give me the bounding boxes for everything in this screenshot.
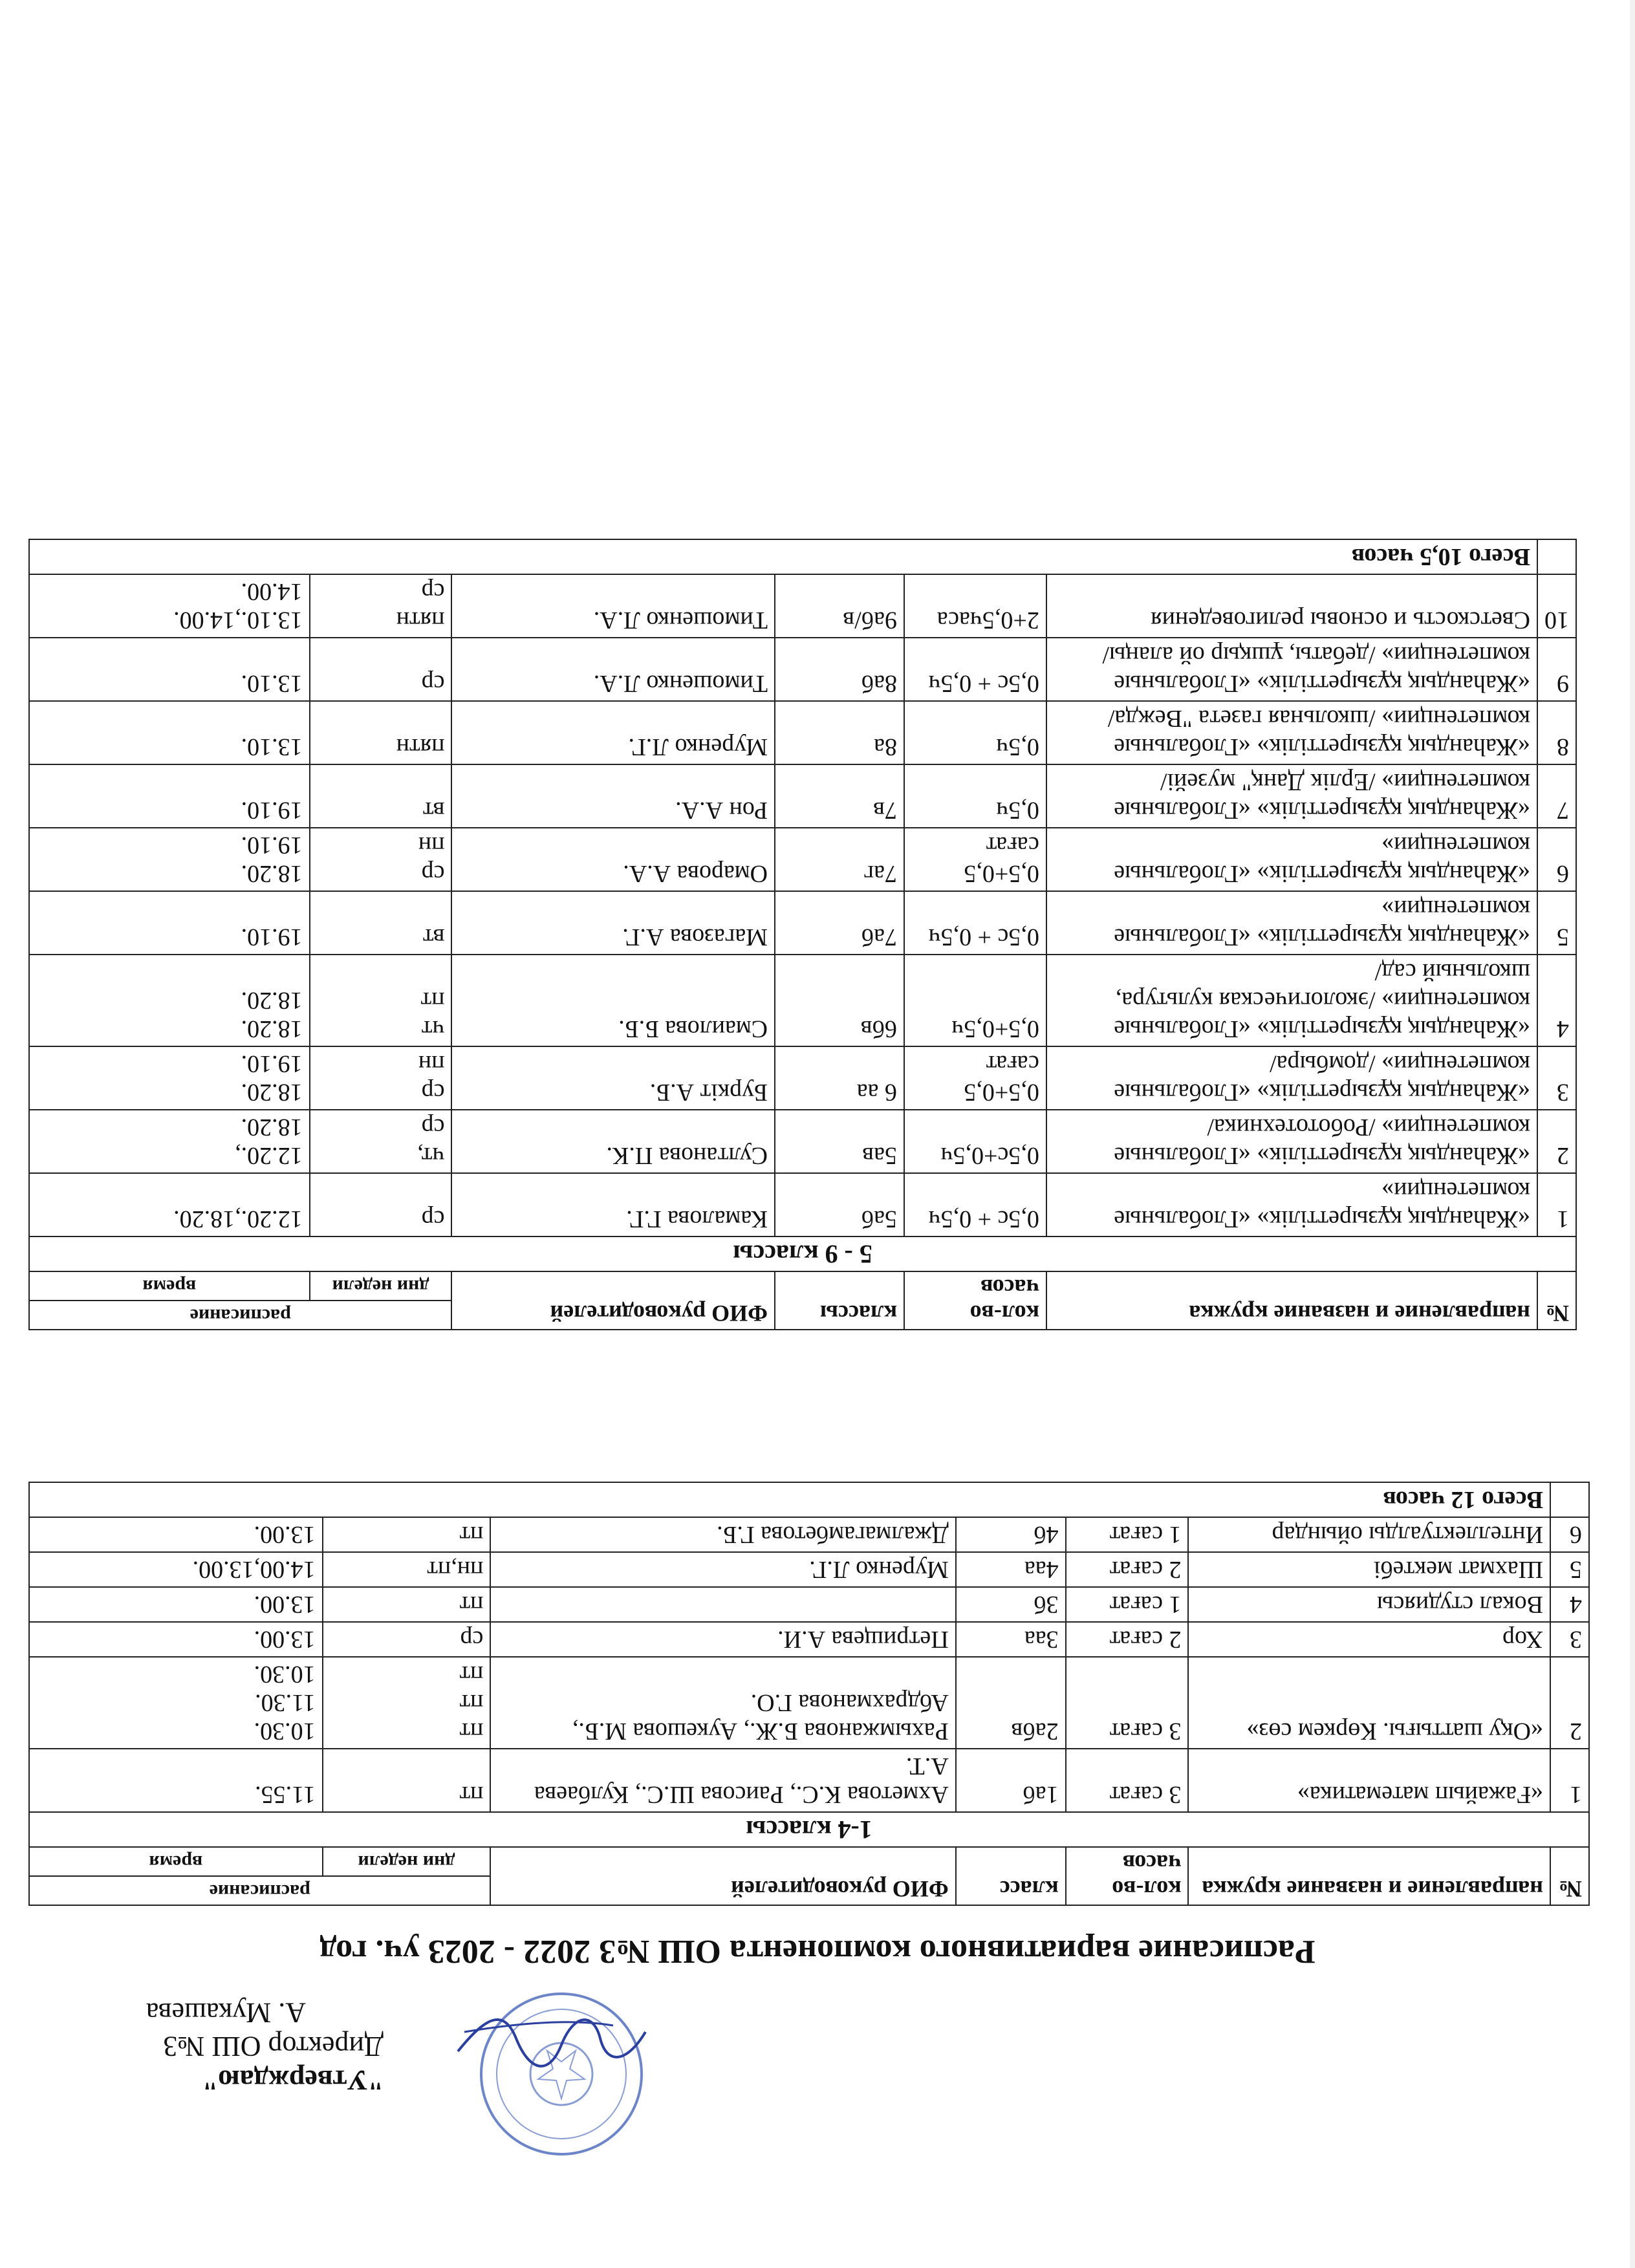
- approval-heading: "Утверждаю": [202, 2064, 384, 2096]
- header-time: время: [29, 1847, 323, 1876]
- row-number: 2: [1537, 1110, 1576, 1173]
- header-schedule: расписание: [29, 1301, 451, 1330]
- club-time: 19.10.: [29, 891, 310, 955]
- club-time: 18.20. 18.20.: [29, 955, 310, 1046]
- header-teacher: ФИО руководителей: [490, 1847, 955, 1905]
- club-time: 13.00.: [29, 1587, 323, 1622]
- club-class: 9аб/в: [775, 574, 904, 638]
- club-hours: 0,5с + 0,5ч: [904, 638, 1046, 701]
- club-time: 13.10.: [29, 638, 310, 701]
- table-row: [29, 1552, 1589, 1587]
- approval-name: А. Мукашева: [146, 1997, 306, 2029]
- row-number: 1: [1550, 1749, 1589, 1812]
- club-name: «Ғажайып математика»: [1188, 1749, 1550, 1812]
- table-row: [29, 1622, 1589, 1657]
- club-hours: 2 сағат: [1066, 1552, 1189, 1587]
- total-hours: Всего 12 часов: [29, 1482, 1550, 1517]
- club-time: 13.00.: [29, 1622, 323, 1657]
- club-name: «Жаһандық құзыреттілік» «Глобальные компетенции»: [1046, 1173, 1537, 1237]
- table-row: [29, 1587, 1589, 1622]
- club-teacher: Ахметова К.С., Раисова Ш.С., Кулбаева А.Т.: [490, 1749, 955, 1812]
- club-class: 4аа: [956, 1552, 1066, 1587]
- club-days: вт: [310, 764, 452, 828]
- club-days: ср пн: [310, 828, 452, 891]
- table-header-row: [29, 1876, 1589, 1905]
- club-name: «Жаһандық құзыреттілік» «Глобальные компетенции» /домбыра/: [1046, 1046, 1537, 1110]
- table-row: [29, 1110, 1576, 1173]
- club-days: ср: [310, 638, 452, 701]
- club-name: Светскость и основы религоведения: [1046, 574, 1537, 638]
- club-teacher: Смаилова Б.Б.: [451, 955, 775, 1046]
- approval-position: Директор ОШ №3: [163, 2031, 384, 2062]
- club-time: 14.00,13.00.: [29, 1552, 323, 1587]
- row-number: 8: [1537, 701, 1576, 764]
- row-number: 6: [1537, 828, 1576, 891]
- table-row: [29, 1517, 1589, 1552]
- club-days: пятн: [310, 701, 452, 764]
- club-class: 4б: [956, 1517, 1066, 1552]
- club-name: «Жаһандық құзыреттілік» «Глобальные компетенции» /Робототехника/: [1046, 1110, 1537, 1173]
- club-teacher: Петрищева А.И.: [490, 1622, 955, 1657]
- row-number: 7: [1537, 764, 1576, 828]
- club-hours: 1 сағат: [1066, 1587, 1189, 1622]
- club-name: «Жаһандық құзыреттілік» «Глобальные компетенции»: [1046, 828, 1537, 891]
- club-days: ср: [323, 1622, 491, 1657]
- club-teacher: Омарова А.А.: [451, 828, 775, 891]
- club-time: 11.55.: [29, 1749, 323, 1812]
- club-class: 5ав: [775, 1110, 904, 1173]
- club-days: пн,пт: [323, 1552, 491, 1587]
- club-teacher: Муренко Л.Г.: [490, 1552, 955, 1587]
- approval-block: [146, 1996, 384, 2097]
- table-row: [29, 701, 1576, 764]
- table-row: [29, 1657, 1589, 1749]
- club-time: 12.20., 18.20.: [29, 1110, 310, 1173]
- table-header-row: [29, 1301, 1576, 1330]
- club-class: 8а: [775, 701, 904, 764]
- club-class: 6бв: [775, 955, 904, 1046]
- club-hours: 1 сағат: [1066, 1517, 1189, 1552]
- club-class: 6 аа: [775, 1046, 904, 1110]
- table-row: [29, 638, 1576, 701]
- group-heading: 5 - 9 классы: [29, 1237, 1576, 1271]
- club-class: 7аб: [775, 891, 904, 955]
- club-teacher: Камалова Г.Г.: [451, 1173, 775, 1237]
- club-teacher: Рон А.А.: [451, 764, 775, 828]
- club-name: «Жаһандық құзыреттілік» «Глобальные компетенции» /экологическая культура, школьный сад/: [1046, 955, 1537, 1046]
- club-hours: 0,5+0,5 сағат: [904, 828, 1046, 891]
- header-direction: направление и название кружка: [1046, 1271, 1537, 1330]
- schedule-table-1-4: [28, 1482, 1590, 1906]
- club-time: 19.10.: [29, 764, 310, 828]
- club-time: 12.20.,18.20.: [29, 1173, 310, 1237]
- row-number: 9: [1537, 638, 1576, 701]
- table-row: [29, 574, 1576, 638]
- header-schedule: расписание: [29, 1876, 490, 1905]
- club-time: 18.20. 19.10.: [29, 1046, 310, 1110]
- header-direction: направление и название кружка: [1188, 1847, 1550, 1905]
- row-number: 4: [1550, 1587, 1589, 1622]
- row-number: 10: [1537, 574, 1576, 638]
- group-heading: 1-4 классы: [29, 1812, 1589, 1847]
- header-hours: кол-во часов: [1066, 1847, 1189, 1905]
- header-number: №: [1550, 1847, 1589, 1905]
- club-days: ср: [310, 1173, 452, 1237]
- row-number: 6: [1550, 1517, 1589, 1552]
- club-hours: 0,5с + 0,5ч: [904, 1173, 1046, 1237]
- club-teacher: Магазова А.Г.: [451, 891, 775, 955]
- row-number: 2: [1550, 1657, 1589, 1749]
- club-teacher: Тимошенко Л.А.: [451, 638, 775, 701]
- table-row: [29, 1749, 1589, 1812]
- header-time: время: [29, 1271, 310, 1301]
- club-time: 13.00.: [29, 1517, 323, 1552]
- club-name: «Жаһандық құзыреттілік» «Глобальные компетенции»: [1046, 891, 1537, 955]
- club-teacher: Рахымжанова Б.Ж., Аукешова М.Б., Абдрахманова Г.О.: [490, 1657, 955, 1749]
- club-days: пт: [323, 1749, 491, 1812]
- header-teacher: ФИО руководителей: [451, 1271, 775, 1330]
- club-name: «Жаһандық құзыреттілік» «Глобальные компетенции» /дебаты, ұшқыр ой алаңы/: [1046, 638, 1537, 701]
- club-teacher: Муренко Л.Г.: [451, 701, 775, 764]
- club-class: 5аб: [775, 1173, 904, 1237]
- club-days: пятн ср: [310, 574, 452, 638]
- club-time: 13.10.,14.00. 14.00.: [29, 574, 310, 638]
- row-number: 1: [1537, 1173, 1576, 1237]
- club-class: 7аг: [775, 828, 904, 891]
- club-time: 18.20. 19.10.: [29, 828, 310, 891]
- header-class: класс: [956, 1847, 1066, 1905]
- club-class: 3б: [956, 1587, 1066, 1622]
- row-number: 4: [1537, 955, 1576, 1046]
- club-days: вт: [310, 891, 452, 955]
- club-name: Шахмат мектебі: [1188, 1552, 1550, 1587]
- row-number: 3: [1537, 1046, 1576, 1110]
- table-row: [29, 891, 1576, 955]
- header-number: №: [1537, 1271, 1576, 1330]
- row-number: 3: [1550, 1622, 1589, 1657]
- club-class: 3аа: [956, 1622, 1066, 1657]
- club-name: Вокал студиясы: [1188, 1587, 1550, 1622]
- club-teacher: Тимошенко Л.А.: [451, 574, 775, 638]
- club-teacher: Джалмагамбетова Г.Б.: [490, 1517, 955, 1552]
- table-row: [29, 764, 1576, 828]
- row-number: 5: [1537, 891, 1576, 955]
- club-class: 8аб: [775, 638, 904, 701]
- club-name: «Жаһандық құзыреттілік» «Глобальные компетенции» /Ерлік Данқ" музейі/: [1046, 764, 1537, 828]
- club-hours: 0,5+0,5 сағат: [904, 1046, 1046, 1110]
- club-days: пт пт пт: [323, 1657, 491, 1749]
- club-days: пт: [323, 1587, 491, 1622]
- club-name: Интеллектуалды ойындар: [1188, 1517, 1550, 1552]
- club-hours: 3 сағат: [1066, 1657, 1189, 1749]
- row-number: 5: [1550, 1552, 1589, 1587]
- club-hours: 3 сағат: [1066, 1749, 1189, 1812]
- club-hours: 2 сағат: [1066, 1622, 1189, 1657]
- table-row: [29, 955, 1576, 1046]
- schedule-table-5-9: [28, 539, 1577, 1330]
- club-hours: 0,5с + 0,5ч: [904, 891, 1046, 955]
- club-name: «Жаһандық құзыреттілік» «Глобальные компетенции» /школьная газета "Вежда/: [1046, 701, 1537, 764]
- club-hours: 0,5ч: [904, 701, 1046, 764]
- table-row: [29, 1046, 1576, 1110]
- club-teacher: [490, 1587, 955, 1622]
- club-class: 2абв: [956, 1657, 1066, 1749]
- club-class: 1аб: [956, 1749, 1066, 1812]
- total-hours: Всего 10,5 часов: [29, 539, 1537, 574]
- club-teacher: Буркіт А.Б.: [451, 1046, 775, 1110]
- club-hours: 0,5с+0,5ч: [904, 1110, 1046, 1173]
- club-hours: 2+0,5часа: [904, 574, 1046, 638]
- page-title: Расписание вариативного компонента ОШ №3 2022 - 2023 уч. год: [319, 1933, 1316, 1970]
- header-days: дни недели: [323, 1847, 491, 1876]
- table-row: [29, 1173, 1576, 1237]
- club-time: 13.10.: [29, 701, 310, 764]
- club-name: «Оқу шаттығы. Көркем сөз»: [1188, 1657, 1550, 1749]
- club-days: пт: [323, 1517, 491, 1552]
- director-signature: [445, 2006, 652, 2077]
- header-days: дни недели: [310, 1271, 452, 1301]
- club-days: чт, ср: [310, 1110, 452, 1173]
- club-days: ср пн: [310, 1046, 452, 1110]
- club-hours: 0,5+0,5ч: [904, 955, 1046, 1046]
- club-time: 10.30. 11.30. 10.30.: [29, 1657, 323, 1749]
- header-class: классы: [775, 1271, 904, 1330]
- header-hours: кол-во часов: [904, 1271, 1046, 1330]
- club-name: Хор: [1188, 1622, 1550, 1657]
- table-row: [29, 828, 1576, 891]
- club-hours: 0,5ч: [904, 764, 1046, 828]
- club-days: чт пт: [310, 955, 452, 1046]
- club-teacher: Султанова П.К.: [451, 1110, 775, 1173]
- club-class: 7в: [775, 764, 904, 828]
